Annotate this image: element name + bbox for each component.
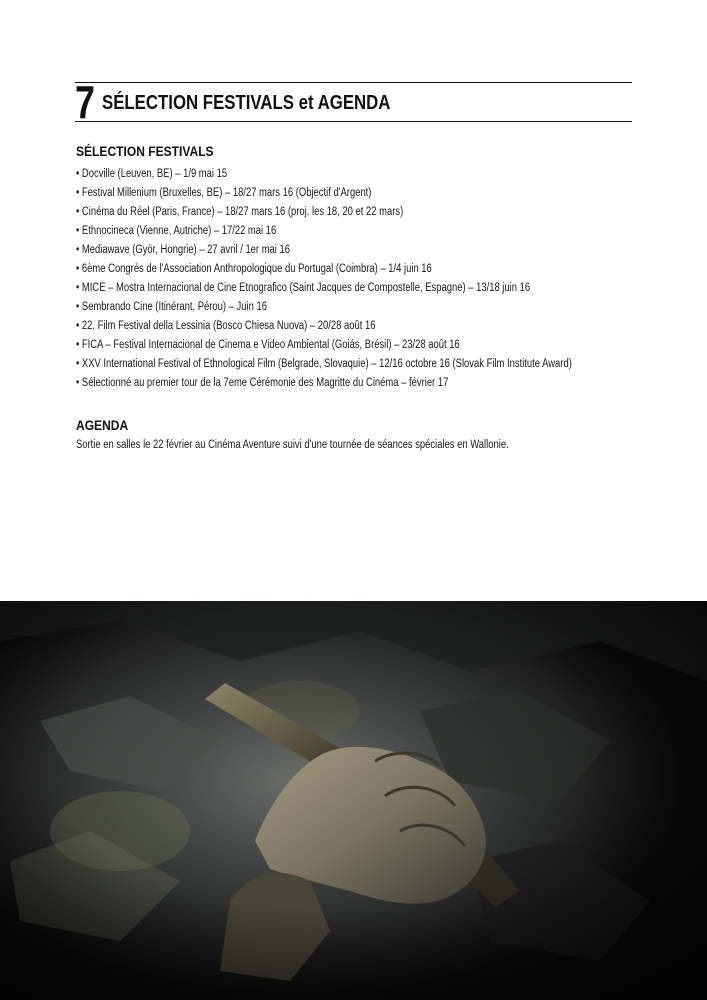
- list-item: • Ethnocineca (Vienne, Autriche) – 17/22 mai 16: [76, 225, 277, 237]
- list-item: • Sembrando Cine (Itinérant, Pérou) – Juin 16: [76, 301, 267, 313]
- list-item: • XXV International Festival of Ethnological Film (Belgrade, Slovaquie) – 12/16 octobre 16 (Slovak Film Institute Award): [76, 358, 572, 370]
- festival-list: [76, 165, 681, 393]
- chapter-number: 7: [75, 76, 95, 128]
- list-item: • Festival Millenium (Bruxelles, BE) – 18/27 mars 16 (Objectif d'Argent): [76, 187, 372, 199]
- list-item: • 6ème Congrès de l'Association Anthropologique du Portugal (Coimbra) – 1/4 juin 16: [76, 263, 432, 275]
- festivals-heading: SÉLECTION FESTIVALS: [76, 143, 214, 159]
- agenda-heading: AGENDA: [76, 417, 129, 433]
- agenda-text: Sortie en salles le 22 février au Cinéma Aventure suivi d'une tournée de séances spéciales en Wallonie.: [76, 439, 509, 451]
- chapter-title: SÉLECTION FESTIVALS et AGENDA: [102, 92, 391, 114]
- miner-hand-image: [0, 601, 707, 1000]
- list-item: • FICA – Festival Internacional de Cinema e Video Ambiental (Goiás, Brésil) – 23/28 août 16: [76, 339, 460, 351]
- list-item: • Cinéma du Réel (Paris, France) – 18/27 mars 16 (proj. les 18, 20 et 22 mars): [76, 206, 404, 218]
- list-item: • Mediawave (Györ, Hongrie) – 27 avril / 1er mai 16: [76, 244, 290, 256]
- film-still-photo: [0, 601, 707, 1000]
- list-item: • Sélectionné au premier tour de la 7eme Cérémonie des Magritte du Cinéma – février 17: [76, 377, 449, 389]
- list-item: • 22. Film Festival della Lessinia (Bosco Chiesa Nuova) – 20/28 août 16: [76, 320, 376, 332]
- list-item: • Docville (Leuven, BE) – 1/9 mai 15: [76, 168, 228, 180]
- list-item: • MICE – Mostra Internacional de Cine Etnografico (Saint Jacques de Compostelle, Espagne) – 13/18 juin 16: [76, 282, 531, 294]
